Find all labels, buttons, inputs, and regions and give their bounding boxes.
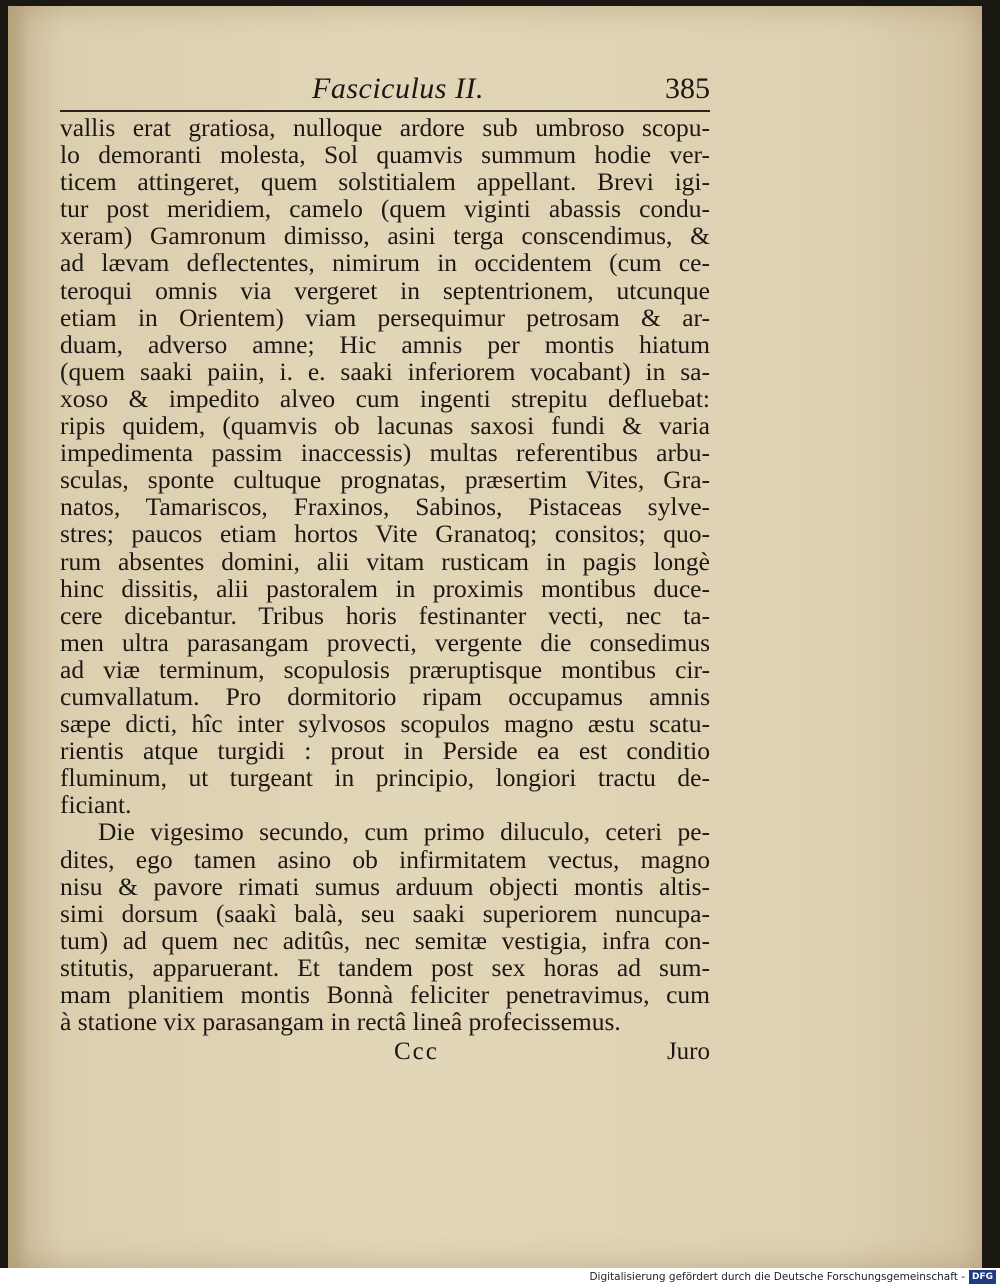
text-line: nisu & pavore rimati sumus arduum objecti montis altis- — [60, 871, 710, 901]
text-line: ticem attingeret, quem solstitialem appellant. Brevi igi- — [60, 167, 710, 197]
text-line: dites, ego tamen asino ob infirmitatem vectus, magno — [60, 844, 710, 874]
text-line: lo demoranti molesta, Sol quamvis summum hodie ver- — [60, 140, 710, 170]
text-line: ad viæ terminum, scopulosis præruptisque montibus cir- — [60, 654, 710, 684]
text-line: stres; paucos etiam hortos Vite Granatoq; consitos; quo- — [60, 519, 710, 549]
text-line: duam, adverso amne; Hic amnis per montis hiatum — [60, 329, 710, 359]
text-line: stitutis, apparuerant. Et tandem post sex horas ad sum- — [60, 952, 710, 982]
text-line: ficiant. — [60, 790, 132, 820]
text-line: sculas, sponte cultuque prognatas, præsertim Vites, Gra- — [60, 465, 710, 495]
text-line: men ultra parasangam provecti, vergente die consedimus — [60, 627, 710, 657]
dfg-logo: DFG — [969, 1270, 996, 1284]
text-line: fluminum, ut turgeant in principio, longiori tractu de- — [60, 763, 710, 793]
text-line: hinc dissitis, alii pastoralem in proximis montibus duce- — [60, 573, 710, 603]
text-line: Die vigesimo secundo, cum primo diluculo, ceteri pe- — [98, 817, 710, 847]
running-title: Fasciculus II. — [312, 72, 484, 105]
text-line: mam planitiem montis Bonnà feliciter penetravimus, cum — [60, 980, 710, 1009]
text-line: vallis erat gratiosa, nulloque ardore sub umbroso scopu- — [60, 113, 710, 142]
text-line: sæpe dicti, hîc inter sylvosos scopulos magno æstu scatu- — [60, 709, 710, 739]
text-line: tum) ad quem nec aditûs, nec semitæ vestigia, infra con- — [60, 925, 710, 955]
catchword: Juro — [666, 1038, 710, 1065]
body-text — [60, 114, 710, 1035]
digitization-credit — [589, 1268, 996, 1285]
page-foot — [60, 1038, 710, 1068]
text-line: xeram) Gamronum dimisso, asini terga conscendimus, & — [60, 221, 710, 251]
header-rule — [60, 110, 710, 112]
text-line: cere dicebantur. Tribus horis festinanter vecti, nec ta- — [60, 600, 710, 630]
text-line: etiam in Orientem) viam persequimur petrosam & ar- — [60, 302, 710, 332]
text-line: cumvallatum. Pro dormitorio ripam occupamus amnis — [60, 681, 710, 711]
running-header — [60, 72, 710, 112]
page-gutter-shadow — [8, 6, 28, 1268]
text-line: ripis quidem, (quamvis ob lacunas saxosi fundi & varia — [60, 411, 710, 441]
text-line: rum absentes domini, alii vitam rusticam in pagis longè — [60, 546, 710, 576]
page-number: 385 — [665, 72, 710, 105]
credit-text: Digitalisierung gefördert durch die Deutsche Forschungsgemeinschaft - — [589, 1270, 965, 1283]
text-line: rientis atque turgidi : prout in Perside ea est conditio — [60, 736, 710, 766]
text-line: (quem saaki paiin, i. e. saaki inferiorem vocabant) in sa- — [60, 356, 710, 386]
text-line: ad lævam deflectentes, nimirum in occidentem (cum ce- — [60, 248, 710, 278]
text-line: natos, Tamariscos, Fraxinos, Sabinos, Pistaceas sylve- — [60, 492, 710, 522]
text-line: simi dorsum (saakì balà, seu saaki superiorem nuncupa- — [60, 898, 710, 928]
text-line: xoso & impedito alveo cum ingenti strepitu defluebat: — [60, 383, 710, 413]
text-line: à statione vix parasangam in rectâ lineâ profecissemus. — [60, 1007, 621, 1037]
text-line: tur post meridiem, camelo (quem viginti abassis condu- — [60, 194, 710, 224]
signature-mark: Ccc — [394, 1038, 439, 1065]
text-line: teroqui omnis via vergeret in septentrionem, utcunque — [60, 275, 710, 305]
text-line: impedimenta passim inaccessis) multas referentibus arbu- — [60, 438, 710, 468]
